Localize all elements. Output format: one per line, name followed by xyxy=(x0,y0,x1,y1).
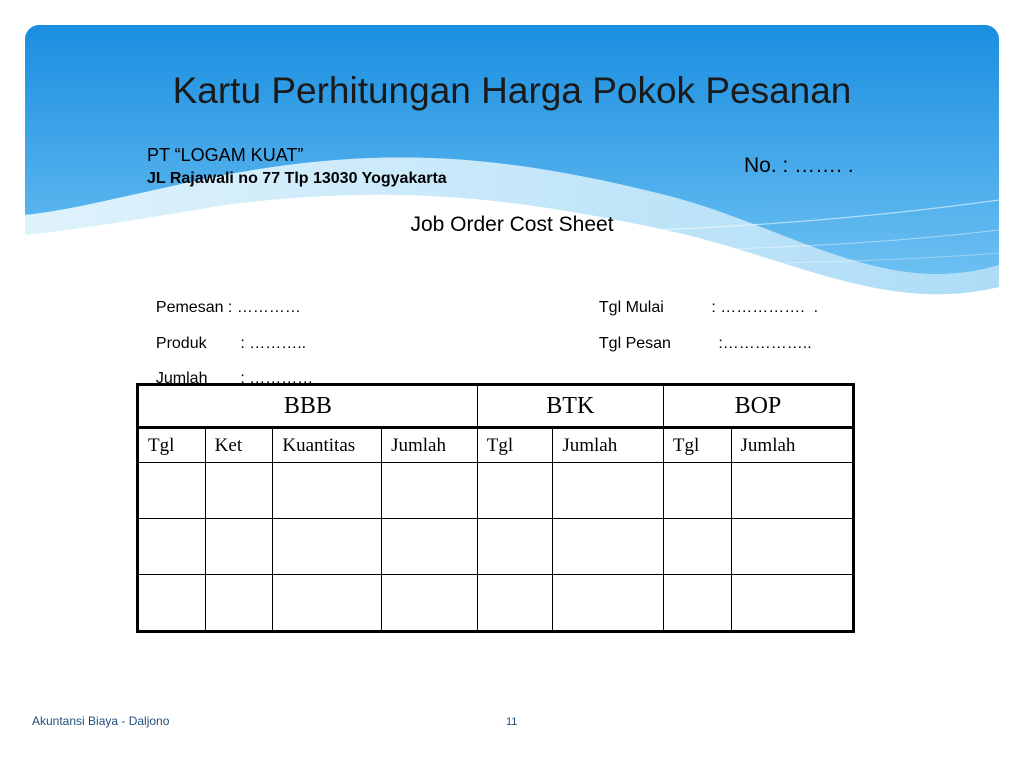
field-value: : ……………. . xyxy=(706,299,819,316)
table-cell xyxy=(477,463,553,519)
table-cell xyxy=(273,463,382,519)
column-header: Jumlah xyxy=(553,428,664,463)
table-cell xyxy=(205,575,273,632)
table-cell xyxy=(205,463,273,519)
table-cell xyxy=(477,575,553,632)
table-cell xyxy=(731,463,853,519)
table-row xyxy=(138,575,854,632)
group-header-bbb: BBB xyxy=(138,385,478,428)
field-pemesan xyxy=(147,281,305,317)
column-header: Ket xyxy=(205,428,273,463)
table-row xyxy=(138,519,854,575)
footer-author: Akuntansi Biaya - Daljono xyxy=(32,714,170,728)
column-header: Tgl xyxy=(663,428,731,463)
field-tgl-pesan xyxy=(590,317,812,353)
company-address: JL Rajawali no 77 Tlp 13030 Yogyakarta xyxy=(147,170,447,187)
table-cell xyxy=(553,519,664,575)
page-number: 11 xyxy=(506,716,518,728)
table-cell xyxy=(382,519,478,575)
field-label: Tgl Pesan xyxy=(598,335,671,352)
table-cell xyxy=(273,519,382,575)
table-cell xyxy=(477,519,553,575)
table-cell xyxy=(382,463,478,519)
cost-sheet-table xyxy=(136,383,855,633)
table-cell xyxy=(138,463,206,519)
field-value: :…………….. xyxy=(713,335,812,352)
column-header: Jumlah xyxy=(382,428,478,463)
table-cell xyxy=(663,575,731,632)
table-row xyxy=(138,463,854,519)
slide-title: Kartu Perhitungan Harga Pokok Pesanan xyxy=(172,70,852,111)
table-cell xyxy=(663,463,731,519)
sheet-subtitle: Job Order Cost Sheet xyxy=(410,213,614,236)
document-number: No. : ……. . xyxy=(744,154,854,177)
field-value: : ……….. xyxy=(235,335,307,352)
field-label: Tgl Mulai xyxy=(598,299,664,316)
column-header: Kuantitas xyxy=(273,428,382,463)
table-cell xyxy=(663,519,731,575)
field-label: Produk xyxy=(155,335,207,352)
field-value: : ………… xyxy=(223,299,306,316)
group-header-bop: BOP xyxy=(663,385,853,428)
field-produk xyxy=(147,317,306,353)
table-cell xyxy=(731,519,853,575)
table-cell xyxy=(382,575,478,632)
field-tgl-mulai xyxy=(590,281,818,317)
table-cell xyxy=(731,575,853,632)
column-header: Jumlah xyxy=(731,428,853,463)
column-header: Tgl xyxy=(477,428,553,463)
field-label: Pemesan xyxy=(155,299,224,316)
table-column-header xyxy=(138,428,854,463)
table-cell xyxy=(205,519,273,575)
table-group-header xyxy=(138,385,854,428)
table-cell xyxy=(273,575,382,632)
field-value: : ………… xyxy=(235,370,318,387)
field-label: Jumlah xyxy=(155,370,208,387)
table-cell xyxy=(553,463,664,519)
table-cell xyxy=(138,519,206,575)
column-header: Tgl xyxy=(138,428,206,463)
group-header-btk: BTK xyxy=(477,385,663,428)
company-name: PT “LOGAM KUAT” xyxy=(147,145,304,165)
table-cell xyxy=(138,575,206,632)
table-cell xyxy=(553,575,664,632)
